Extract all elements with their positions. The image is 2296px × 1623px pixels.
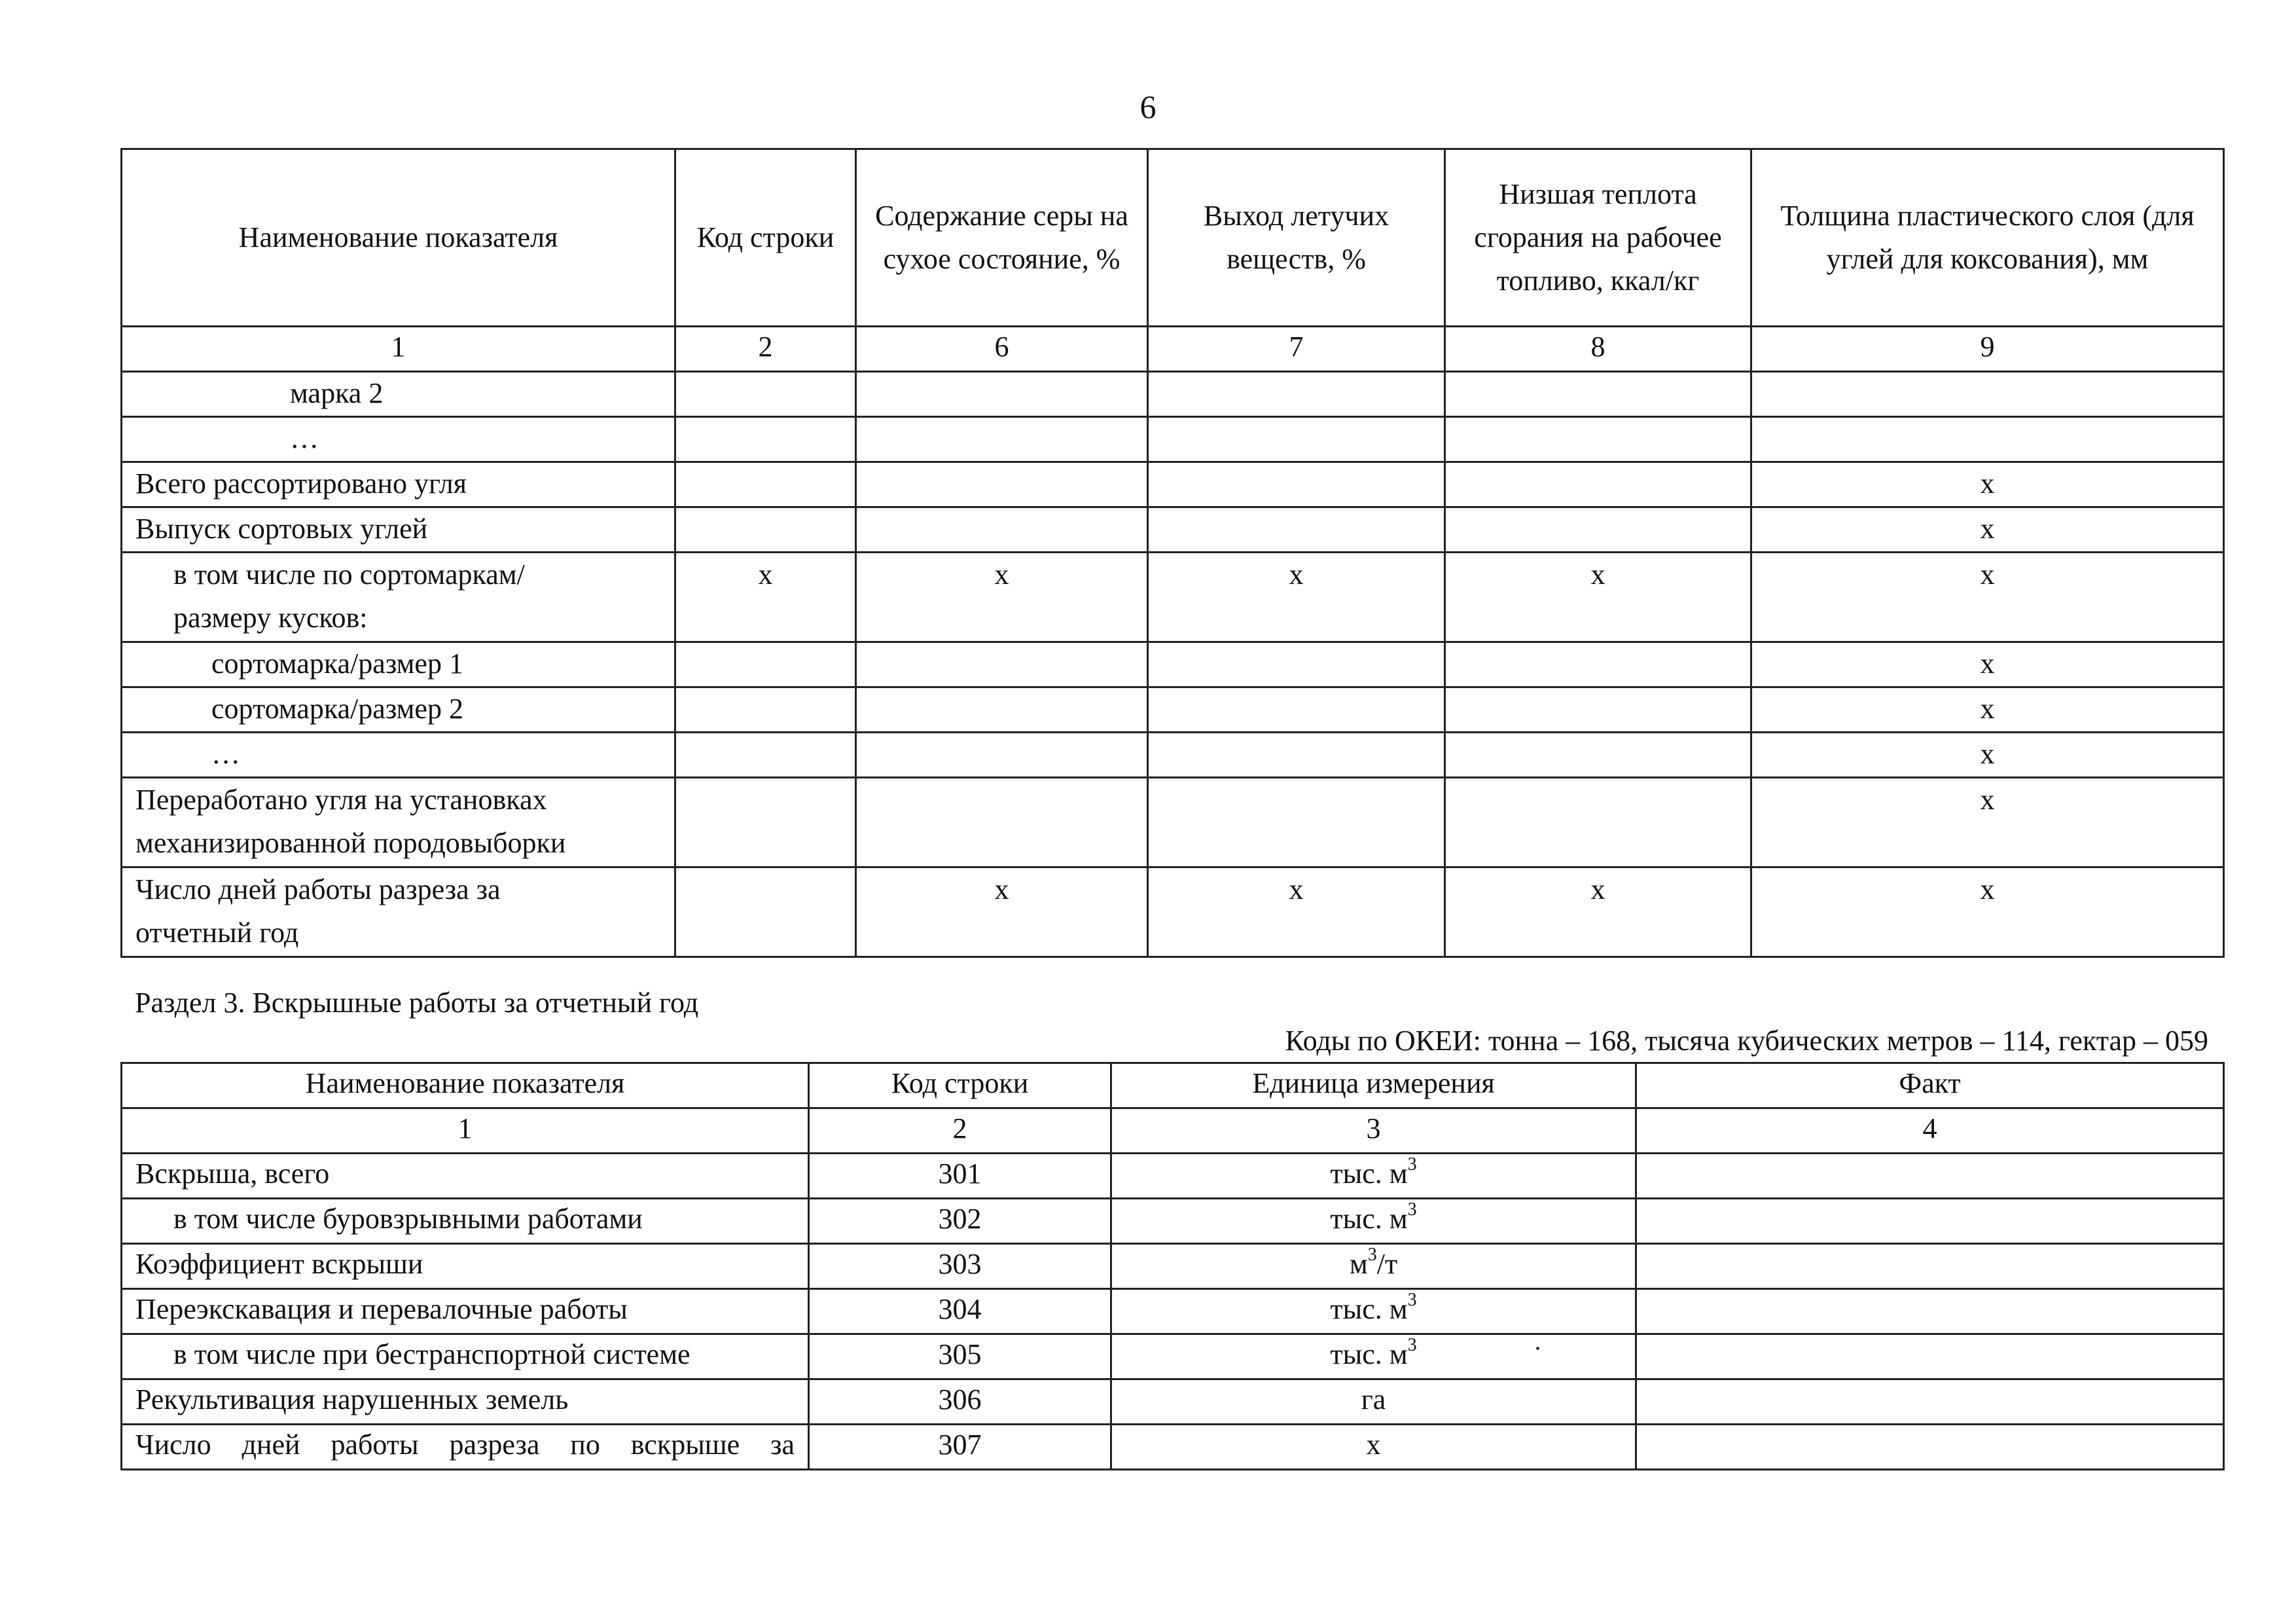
cell: x [856,553,1148,642]
table-row [122,1199,2224,1244]
header-plastic-layer: Толщина пластического слоя (для углей для коксования), мм [1751,149,2224,327]
cell [1148,417,1445,462]
column-number: 1 [122,1108,809,1154]
table-header-row [122,1063,2224,1108]
row-code: 304 [809,1289,1111,1334]
table-row [122,372,2224,417]
cell [1445,507,1751,553]
table-row [122,733,2224,778]
unit-base: тыс. м [1330,1203,1408,1235]
row-name: … [122,733,675,778]
cell [675,372,856,417]
cell [1445,372,1751,417]
unit-tail: /т [1376,1248,1398,1280]
cell [1445,417,1751,462]
unit-superscript: 3 [1407,1154,1417,1175]
table-row [122,1334,2224,1379]
unit-superscript: 3 [1367,1245,1377,1266]
cell [1148,507,1445,553]
table-row [122,462,2224,507]
cell [1751,417,2224,462]
cell: x [1751,733,2224,778]
column-number-row [122,1108,2224,1154]
row-name: Всего рассортировано угля [122,462,675,507]
row-name-line: отчетный год [135,917,299,949]
unit-base: га [1361,1383,1386,1415]
row-name [122,778,675,867]
cell [1148,687,1445,733]
row-name: Коэффициент вскрыши [122,1244,809,1289]
row-name: … [122,417,675,462]
cell: x [1751,462,2224,507]
unit-base: тыс. м [1330,1293,1408,1325]
unit-base: тыс. м [1330,1158,1408,1190]
table-row [122,553,2224,642]
column-number: 2 [675,327,856,372]
cell: x [675,553,856,642]
fact-cell[interactable] [1636,1154,2224,1199]
cell [1148,642,1445,687]
row-name: Выпуск сортовых углей [122,507,675,553]
cell [675,867,856,957]
coal-quality-table [120,148,2225,958]
cell: x [1751,642,2224,687]
okei-codes: Коды по ОКЕИ: тонна – 168, тысяча кубических метров – 114, гектар – 059 [1285,1025,2208,1057]
table-row [122,1154,2224,1199]
overburden-table [120,1062,2225,1470]
row-code: 305 [809,1334,1111,1379]
table-row [122,1379,2224,1425]
cell: x [1751,867,2224,957]
fact-cell[interactable] [1636,1289,2224,1334]
row-code: 301 [809,1154,1111,1199]
page-number: 6 [1139,88,1157,125]
row-code: 303 [809,1244,1111,1289]
cell [856,507,1148,553]
cell [856,462,1148,507]
header-volatile-yield: Выход летучих веществ, % [1148,149,1445,327]
unit-base: тыс. м [1330,1338,1408,1370]
cell [1148,372,1445,417]
cell: x [1148,867,1445,957]
cell [1445,733,1751,778]
cell: x [1751,507,2224,553]
column-number-row [122,327,2224,372]
row-name: Вскрыша, всего [122,1154,809,1199]
column-number: 8 [1445,327,1751,372]
cell [856,687,1148,733]
row-unit [1111,1244,1636,1289]
fact-cell[interactable] [1636,1425,2224,1470]
column-number: 3 [1111,1108,1636,1154]
header-indicator-name: Наименование показателя [122,1063,809,1108]
row-name-line: размеру кусков: [173,602,368,634]
cell: x [1751,687,2224,733]
row-name-line: в том числе по сортомаркам/ [173,558,525,591]
cell: x [856,867,1148,957]
unit-superscript: 3 [1407,1290,1417,1311]
cell [1445,778,1751,867]
header-unit: Единица измерения [1111,1063,1636,1108]
column-number: 2 [809,1108,1111,1154]
row-name: сортомарка/размер 1 [122,642,675,687]
cell [675,687,856,733]
cell [675,733,856,778]
cell [856,733,1148,778]
row-name: сортомарка/размер 2 [122,687,675,733]
column-number: 6 [856,327,1148,372]
cell [1445,687,1751,733]
unit-base: м [1349,1248,1368,1280]
row-unit [1111,1199,1636,1244]
row-name-line: Переработано угля на установках [135,784,547,816]
header-fact: Факт [1636,1063,2224,1108]
cell [856,372,1148,417]
row-name: Число дней работы разреза по вскрыше за [122,1425,809,1470]
row-code: 302 [809,1199,1111,1244]
row-name: в том числе буровзрывными работами [122,1199,809,1244]
row-name-line: Число дней работы разреза за [135,873,501,905]
row-unit [1111,1289,1636,1334]
scan-speck [1536,1347,1539,1350]
column-number: 1 [122,327,675,372]
header-line-code: Код строки [809,1063,1111,1108]
cell [1148,462,1445,507]
fact-cell[interactable] [1636,1379,2224,1425]
cell [1445,462,1751,507]
cell: x [1751,553,2224,642]
cell [856,778,1148,867]
fact-cell[interactable] [1636,1244,2224,1289]
cell [675,507,856,553]
cell [1148,733,1445,778]
column-number: 4 [1636,1108,2224,1154]
row-code: 307 [809,1425,1111,1470]
cell: x [1445,553,1751,642]
cell: x [1445,867,1751,957]
cell [856,417,1148,462]
row-unit [1111,1334,1636,1379]
fact-cell[interactable] [1636,1334,2224,1379]
table-row [122,1289,2224,1334]
row-unit [1111,1379,1636,1425]
row-name [122,867,675,957]
row-unit [1111,1425,1636,1470]
cell: x [1751,778,2224,867]
header-indicator-name: Наименование показателя [122,149,675,327]
header-sulfur-content: Содержание серы на сухое состояние, % [856,149,1148,327]
cell [675,642,856,687]
row-name [122,553,675,642]
table-row [122,778,2224,867]
row-name-line: механизированной породовыборки [135,827,566,859]
header-calorific-value: Низшая теплота сгорания на рабочее топливо, ккал/кг [1445,149,1751,327]
row-name: в том числе при бестранспортной системе [122,1334,809,1379]
table-row [122,507,2224,553]
table-row [122,687,2224,733]
cell: x [1148,553,1445,642]
table-row [122,1244,2224,1289]
unit-base: x [1366,1429,1381,1461]
cell [1445,642,1751,687]
row-unit [1111,1154,1636,1199]
cell [1148,778,1445,867]
table-header-row [122,149,2224,327]
unit-superscript: 3 [1407,1335,1417,1356]
table-row [122,417,2224,462]
section-3-title: Раздел 3. Вскрышные работы за отчетный год [135,987,699,1019]
cell [675,462,856,507]
header-line-code: Код строки [675,149,856,327]
row-name: Переэкскавация и перевалочные работы [122,1289,809,1334]
row-name: марка 2 [122,372,675,417]
row-name: Рекультивация нарушенных земель [122,1379,809,1425]
table-row [122,867,2224,957]
table-row [122,642,2224,687]
table-row [122,1425,2224,1470]
column-number: 9 [1751,327,2224,372]
row-code: 306 [809,1379,1111,1425]
cell [1751,372,2224,417]
fact-cell[interactable] [1636,1199,2224,1244]
cell [675,778,856,867]
cell [675,417,856,462]
unit-superscript: 3 [1407,1199,1417,1220]
column-number: 7 [1148,327,1445,372]
cell [856,642,1148,687]
